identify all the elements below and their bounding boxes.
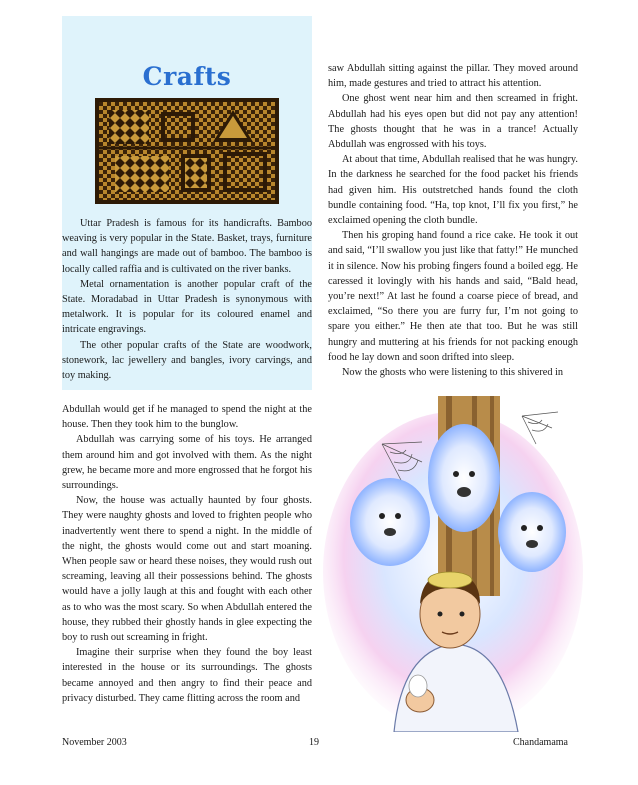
sidebar-paragraph: Metal ornamentation is another popular craft of the State. Moradabad in Uttar Pradesh is synonymous with metalwork. It is popular for its coloured enamel and intricate engravings. (62, 278, 312, 336)
sidebar-paragraph: Uttar Pradesh is famous for its handicrafts. Bamboo weaving is very popular in the State. Basket, trays, furniture and wall hangings are made out of bamboo. The bamboo is locally called raffia and is cultivated on the river banks. (62, 218, 312, 275)
story-paragraph: Now, the house was actually haunted by four ghosts. They were naughty ghosts and loved to frighten people who inadvertently went there to spend a night. In the middle of the night, the ghosts would come out and start moaning. When people saw or heard these noises, they would rush out screaming, leaving all their possessions behind. The ghosts would have a jolly laugh at this and fought with each other as to who was the most scary. So when Abdullah entered the house, they rubbed their ghostly hands in glee expecting the boy to rush out screaming in fright. (62, 495, 312, 644)
story-paragraph: At about that time, Abdullah realised that he was hungry. In the darkness he searched for the food packet his friends had given him. His outstretched hands found the cloth bundle containing food. “Ha, top knot, I’ll fix you first,” he exclaimed opening the cloth bundle. (328, 154, 578, 227)
story-paragraph: Abdullah would get if he managed to spend the night at the house. Then they took him to the bunglow. (62, 404, 312, 431)
story-paragraph: Then his groping hand found a rice cake. He took it out and said, “I’ll swallow you just like that fatty!” He munched it in silence. Now his probing fingers found a boiled egg. He caressed it lovingly with his hands and said, “Bald head, you’re next!” At last he found a coarse piece of bread, and exclaimed, “So there you are furry fur, I’m not going to spare you either.” He then ate that too. But he was still hungry and muttering at his friends for not packing enough food he lay down and soon drifted into sleep. (328, 230, 578, 363)
story-paragraph: Abdullah was carrying some of his toys. He arranged them around him and got involved with them. As the night grew, he became more and more engrossed that he forgot his surroundings. (62, 434, 312, 492)
issue-date: November 2003 (62, 737, 127, 748)
page-number: 19 (309, 737, 319, 748)
story-paragraph: One ghost went near him and then screamed in fright. Abdullah had his eyes open but did not pay any attention! The ghosts thought that he was in a trance! Actually Abdullah was engrossed with his toys. (328, 93, 578, 151)
story-paragraph: Imagine their surprise when they found the boy least interested in the house or its surroundings. The ghosts became annoyed and then angry to find their peace and privacy disturbed. They came flitting across the room and (62, 647, 312, 704)
story-paragraph: saw Abdullah sitting against the pillar. They moved around him, made gestures and tried to attract his attention. (328, 63, 578, 90)
sidebar-paragraph: The other popular crafts of the State are woodwork, stonework, lac jewellery and bangles, ivory carvings, and toy making. (62, 339, 312, 382)
bamboo-weave-image (95, 98, 279, 204)
magazine-name: Chandamama (513, 737, 568, 748)
sidebar-body (62, 216, 312, 383)
sidebar-title: Crafts (142, 62, 232, 91)
story-column-right (328, 61, 578, 380)
story-paragraph: Now the ghosts who were listening to this shivered in (342, 367, 564, 379)
story-column-left (62, 402, 312, 706)
ghosts-and-boy-illustration (322, 382, 584, 732)
crafts-sidebar (62, 16, 312, 390)
